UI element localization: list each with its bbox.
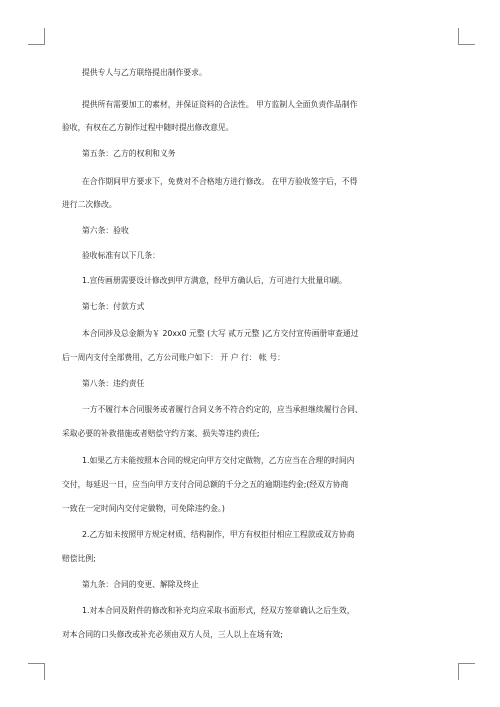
body-line: 后一周内支付全部费用，乙方公司账户如下： 开 户 行： 帐 号： bbox=[62, 353, 285, 362]
body-line: 一方不履行本合同服务或者履行合同义务不符合约定的，应当承担继续履行合同、 bbox=[82, 405, 363, 414]
body-line: 交付，每延迟一日，应当向甲方支付合同总额的千分之五的逾期违约金;(经双方协商 bbox=[62, 480, 349, 489]
body-line: 本合同涉及总金额为￥ 20xx0 元整 (大写 贰万元整 )乙方交付宣传画册审查通过 bbox=[82, 329, 359, 338]
body-line: 提供专人与乙方联络提出制作要求。 bbox=[82, 68, 207, 77]
crop-mark-bottom-right bbox=[458, 663, 475, 680]
section-heading: 第九条：合同的变更、解除及终止 bbox=[82, 580, 199, 589]
section-heading: 第五条：乙方的权利和义务 bbox=[82, 149, 176, 158]
body-line: 赔偿比例; bbox=[62, 554, 96, 563]
body-line: 在合作期间甲方要求下，免费对不合格地方进行修改。 在甲方验收签字后，不得 bbox=[82, 177, 358, 186]
list-item: 1.宣传画册需要设计修改到甲方满意，经甲方确认后，方可进行大批量印刷。 bbox=[82, 276, 347, 285]
body-line: 采取必要的补救措施或者赔偿守约方案、损失等违约责任; bbox=[62, 429, 260, 438]
list-item: 1.对本合同及附件的修改和补充均应采取书面形式，经双方签章确认之后生效， bbox=[82, 606, 355, 615]
crop-mark-top-right bbox=[458, 28, 475, 45]
body-line: 验收标准有以下几条： bbox=[82, 251, 160, 260]
list-item: 2.乙方如未按照甲方规定材质、结构制作，甲方有权拒付相应工程款或双方协商 bbox=[82, 530, 355, 539]
body-line: 验收，有权在乙方制作过程中随时提出修改意见。 bbox=[62, 123, 234, 132]
section-heading: 第八条：违约责任 bbox=[82, 379, 145, 388]
section-heading: 第七条：付款方式 bbox=[82, 302, 145, 311]
crop-mark-bottom-left bbox=[28, 663, 45, 680]
body-line: 进行二次修改。 bbox=[62, 200, 117, 209]
section-heading: 第六条：验收 bbox=[82, 226, 129, 235]
list-item: 1.如果乙方未能按照本合同的规定向甲方交付定做物，乙方应当在合理的时间内 bbox=[82, 456, 355, 465]
body-line: 对本合同的口头修改或补充必须由双方人员，三人以上在场有效; bbox=[62, 630, 283, 639]
body-line: 一致在一定时间内交付定做物，可免除违约金。) bbox=[62, 504, 225, 513]
body-line: 提供所有需要加工的素材，并保证资料的合法性。 甲方监制人全面负责作品制作 bbox=[82, 100, 358, 109]
crop-mark-top-left bbox=[28, 28, 45, 45]
